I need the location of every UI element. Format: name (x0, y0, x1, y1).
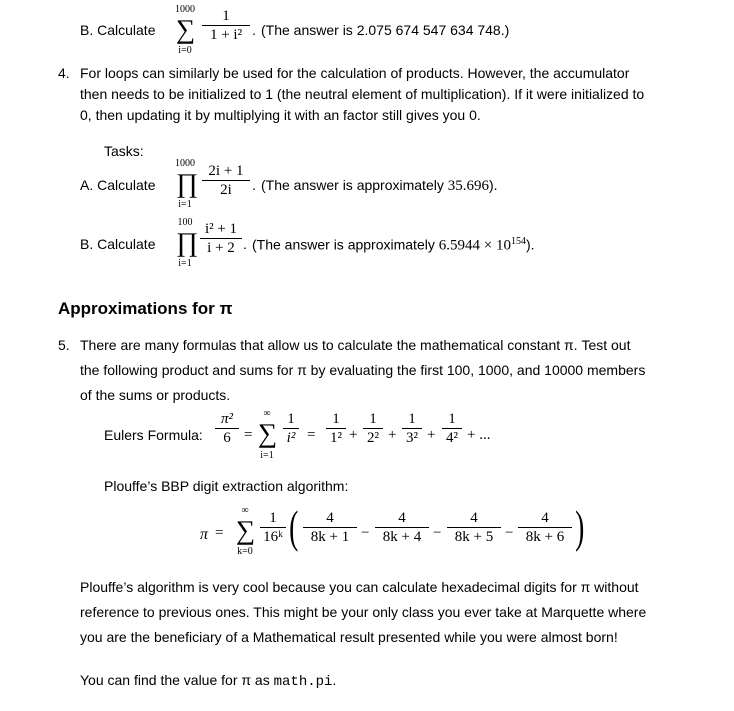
bbp-fraction-1 (303, 510, 357, 545)
fraction-bar (442, 428, 462, 429)
coef-denominator: 16ᵏ (263, 529, 283, 545)
f2-numerator: 4 (398, 510, 406, 526)
euler-term (283, 411, 299, 446)
euler-term-4 (442, 411, 462, 446)
plouffe-line-3: you are the beneficiary of a Mathematical result presented while you were almost born! (80, 629, 618, 645)
plouffe-label: Plouffe’s BBP digit extraction algorithm: (104, 478, 349, 494)
item-4-line-1: For loops can similarly be used for the calculation of products. However, the accumulator (80, 65, 630, 81)
task-a-prod-note (261, 177, 498, 195)
term-denominator: i² (286, 430, 296, 446)
fraction-bar (200, 238, 242, 239)
prod-lower-limit: i=1 (178, 199, 192, 210)
euler-sum-symbol: ∑ (258, 418, 278, 448)
left-paren: ( (289, 501, 299, 552)
t3-numerator: 1 (408, 411, 416, 427)
prod-upper-limit: 1000 (175, 158, 195, 169)
note-end: ). (525, 236, 535, 253)
fraction-bar (447, 527, 501, 528)
task-b-prod-note (252, 236, 535, 255)
t1-denominator: 1² (330, 430, 342, 446)
prod-period: . (243, 236, 247, 252)
item-4-line-3: 0, then updating it by multiplying it with an factor still gives you 0. (80, 107, 481, 123)
item-5-line-1: There are many formulas that allow us to calculate the mathematical constant π. Test out (80, 337, 631, 353)
euler-term-2 (363, 411, 383, 446)
fraction-bar (202, 180, 250, 181)
note-value: 35.696 (447, 178, 489, 194)
t2-denominator: 2² (367, 430, 379, 446)
sum-period: . (252, 22, 256, 38)
prod-fraction (200, 221, 242, 256)
prod-upper-limit: 100 (177, 217, 193, 228)
f3-numerator: 4 (470, 510, 478, 526)
euler-label: Eulers Formula: (104, 427, 203, 443)
final-line (80, 672, 336, 690)
fraction-bar (260, 527, 286, 528)
euler-upper-limit: ∞ (263, 408, 271, 419)
bbp-upper-limit: ∞ (241, 505, 249, 516)
item-4-line-2: then needs to be initialized to 1 (the neutral element of multiplication). If it were initialized to (80, 86, 645, 102)
task-b-sum-note: (The answer is 2.075 674 547 634 748.) (261, 22, 510, 38)
bbp-fraction-4 (518, 510, 572, 545)
item-5-number: 5. (58, 337, 70, 353)
f4-denominator: 8k + 6 (525, 529, 565, 545)
sum-numerator: 1 (222, 8, 230, 24)
sum-fraction (202, 8, 250, 43)
t4-numerator: 1 (448, 411, 456, 427)
prod-lower-limit: i=1 (178, 258, 192, 269)
f4-numerator: 4 (541, 510, 549, 526)
euler-lhs (215, 411, 239, 446)
t2-numerator: 1 (369, 411, 377, 427)
prod-numerator: 2i + 1 (208, 163, 244, 179)
euler-equals: = (244, 427, 253, 443)
sum-lower-limit: i=0 (178, 45, 192, 56)
term-numerator: 1 (287, 411, 295, 427)
lhs-denominator: 6 (223, 430, 231, 446)
note-text: (The answer is approximately (252, 236, 439, 253)
prod-denominator: 2i (220, 182, 232, 198)
note-value: 6.5944 × 10 (438, 237, 511, 254)
sum-denominator: 1 + i² (209, 27, 243, 43)
item-5-line-3: of the sums or products. (80, 387, 231, 403)
sum-upper-limit: 1000 (175, 4, 195, 15)
t4-denominator: 4² (446, 430, 458, 446)
f1-numerator: 4 (326, 510, 334, 526)
t3-denominator: 3² (406, 430, 418, 446)
section-heading: Approximations for π (58, 299, 233, 318)
euler-term-1 (326, 411, 346, 446)
bbp-fraction-3 (447, 510, 501, 545)
minus: − (361, 525, 370, 541)
euler-ellipsis: + ... (467, 427, 491, 443)
fraction-bar (202, 25, 250, 26)
note-exponent: 154 (510, 236, 526, 247)
right-paren: ) (575, 501, 585, 552)
prod-fraction (202, 163, 250, 198)
task-a-prod-label: A. Calculate (80, 177, 156, 193)
f1-denominator: 8k + 1 (310, 529, 350, 545)
fraction-bar (363, 428, 383, 429)
bbp-fraction-2 (375, 510, 429, 545)
lhs-numerator: π² (220, 411, 233, 427)
fraction-bar (518, 527, 572, 528)
prod-symbol: ∏ (176, 168, 199, 198)
sum-symbol: ∑ (176, 14, 196, 44)
final-text: You can find the value for π as (80, 672, 274, 688)
plus: + (388, 427, 397, 443)
bbp-lower-limit: k=0 (237, 546, 253, 557)
item-4-number: 4. (58, 65, 70, 81)
minus: − (433, 525, 442, 541)
code-snippet: math.pi (273, 674, 333, 690)
coef-numerator: 1 (269, 510, 277, 526)
note-end: ). (489, 177, 498, 193)
prod-numerator: i² + 1 (204, 221, 238, 237)
bbp-equals: = (215, 525, 224, 541)
fraction-bar (283, 428, 299, 429)
bbp-sum-symbol: ∑ (236, 515, 256, 545)
euler-lower-limit: i=1 (260, 450, 274, 461)
fraction-bar (402, 428, 422, 429)
f2-denominator: 8k + 4 (382, 529, 422, 545)
plouffe-line-1: Plouffe’s algorithm is very cool because you can calculate hexadecimal digits for π without (80, 579, 639, 595)
f3-denominator: 8k + 5 (454, 529, 494, 545)
task-b-sum-label: B. Calculate (80, 22, 156, 38)
fraction-bar (375, 527, 429, 528)
euler-term-3 (402, 411, 422, 446)
euler-equals-2: = (307, 427, 316, 443)
prod-denominator: i + 2 (207, 240, 235, 256)
minus: − (505, 525, 514, 541)
tasks-label: Tasks: (104, 143, 144, 159)
plouffe-line-2: reference to previous ones. This might be your only class you ever take at Marquette where (80, 604, 647, 620)
bbp-coefficient (260, 510, 286, 545)
bbp-lhs-pi: π (200, 526, 209, 543)
fraction-bar (303, 527, 357, 528)
note-text: (The answer is approximately (261, 177, 448, 193)
fraction-bar (326, 428, 346, 429)
prod-symbol: ∏ (176, 227, 199, 257)
t1-numerator: 1 (332, 411, 340, 427)
task-b-prod-label: B. Calculate (80, 236, 156, 252)
fraction-bar (215, 428, 239, 429)
plus: + (349, 427, 358, 443)
final-period: . (332, 672, 337, 688)
prod-period: . (252, 177, 256, 193)
item-5-line-2: the following product and sums for π by evaluating the first 100, 1000, and 10000 members (80, 362, 646, 378)
plus: + (427, 427, 436, 443)
